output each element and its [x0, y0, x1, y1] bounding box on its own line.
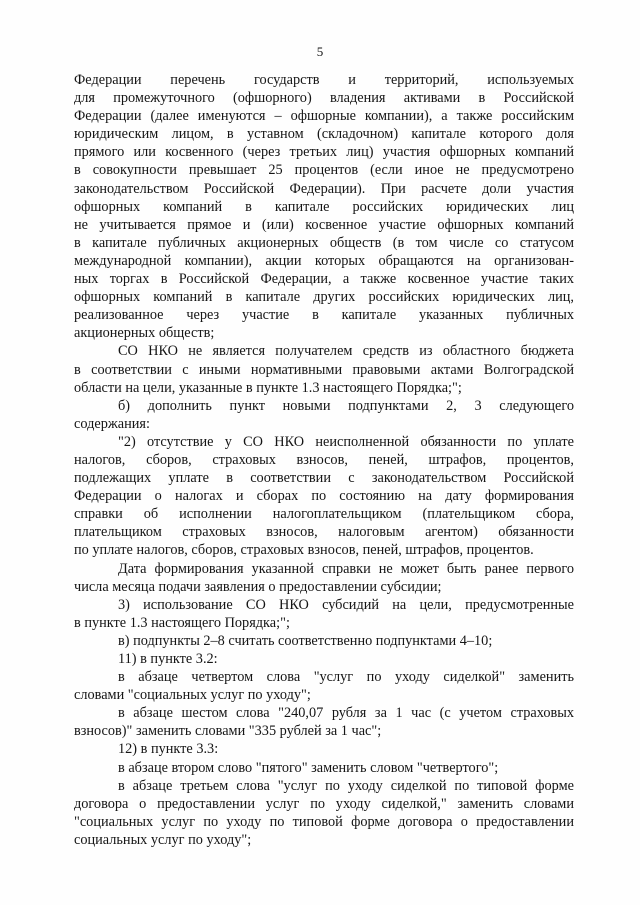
text-line: в абзаце втором слово "пятого" заменить словом "четвертого"; [118, 759, 499, 776]
paragraph-item-v [74, 632, 574, 650]
text-line: 3) использование СО НКО субсидий на цели, предусмотренные [118, 596, 574, 613]
text-line: в пункте 1.3 настоящего Порядка;"; [74, 614, 290, 631]
text-line: налогов, сборов, страховых взносов, пеней, штрафов, процентов, [74, 451, 574, 468]
text-line: в совокупности превышает 25 процентов (если иное не предусмотрено [74, 162, 574, 179]
paragraph-item-12 [74, 740, 574, 758]
text-line: 11) в пункте 3.2: [118, 651, 218, 667]
paragraph-offshore [74, 71, 574, 342]
text-line: плательщиком страховых взносов, налоговым агентом) обязанности [74, 524, 574, 541]
text-line: социальных услуг по уходу"; [74, 831, 252, 848]
text-line: "социальных услуг по уходу по типовой форме договора о предоставлении [74, 813, 574, 830]
text-line: международной компании), акции которых обращаются на организован- [74, 252, 574, 269]
text-line: Федерации (далее именуются – офшорные компании), а также российским [74, 108, 574, 125]
text-line: по уплате налогов, сборов, страховых взносов, пеней, штрафов, процентов. [74, 542, 534, 559]
text-line: "2) отсутствие у СО НКО неисполненной обязанности по уплате [118, 433, 574, 450]
paragraph-abzac-6 [74, 704, 574, 740]
text-line: Федерации перечень государств и территорий, используемых [74, 72, 574, 88]
text-line: подлежащих уплате в соответствии с законодательством Российской [74, 470, 574, 487]
paragraph-abzac-4 [74, 668, 574, 704]
text-line: Дата формирования указанной справки не может быть ранее первого [118, 560, 574, 577]
text-line: в капитале публичных акционерных обществ (в том числе со статусом [74, 234, 574, 251]
text-line: прямого или косвенного (через третьих лиц) участия офшорных компаний [74, 144, 574, 161]
text-line: СО НКО не является получателем средств из областного бюджета [118, 343, 574, 360]
text-line: в соответствии с иными нормативными правовыми актами Волгоградской [74, 361, 574, 378]
text-line: взносов)" заменить словами "335 рублей за 1 час"; [74, 723, 382, 740]
text-line: юридическим лицом, в уставном (складочном) капитале которого доля [74, 126, 574, 143]
text-line: в абзаце третьем слова "услуг по уходу сиделкой по типовой форме [118, 777, 574, 794]
text-line: Федерации о налогах и сборах по состоянию на дату формирования [74, 488, 574, 505]
text-line: числа месяца подачи заявления о предоставлении субсидии; [74, 578, 442, 595]
text-line: акционерных обществ; [74, 325, 215, 342]
paragraph-subitem-3 [74, 596, 574, 632]
text-line: для промежуточного (офшорного) владения активами в Российской [74, 90, 574, 107]
text-line: не учитывается прямое и (или) косвенное участие офшорных компаний [74, 216, 574, 233]
document-body [74, 71, 574, 849]
text-line: словами "социальных услуг по уходу"; [74, 687, 311, 704]
text-line: реализованное через участие в капитале указанных публичных [74, 307, 574, 324]
text-line: 12) в пункте 3.3: [118, 741, 219, 758]
page-number: 5 [316, 44, 324, 59]
text-line: офшорных компаний в капитале российских юридических лиц [74, 198, 574, 215]
text-line: в) подпункты 2–8 считать соответственно подпунктами 4–10; [118, 632, 493, 649]
text-line: в абзаце четвертом слова "услуг по уходу сиделкой" заменить [118, 669, 574, 686]
text-line: справки об исполнении налогоплательщиком (плательщиком сбора, [74, 506, 574, 523]
text-line: содержания: [74, 415, 150, 432]
text-line: области на цели, указанные в пункте 1.3 настоящего Порядка;"; [74, 379, 462, 396]
paragraph-sonko-not-recipient [74, 342, 574, 396]
text-line: в абзаце шестом слова "240,07 рубля за 1 час (с учетом страховых [118, 705, 574, 722]
paragraph-abzac-3 [74, 777, 574, 849]
paragraph-item-b [74, 397, 574, 433]
text-line: законодательством Российской Федерации). При расчете доли участия [74, 180, 574, 197]
paragraph-subitem-2 [74, 433, 574, 560]
text-line: б) дополнить пункт новыми подпунктами 2, 3 следующего [118, 397, 574, 414]
text-line: ных торгах в Российской Федерации, а также косвенное участие таких [74, 271, 574, 288]
text-line: договора о предоставлении услуг по уходу сиделкой," заменить словами [74, 795, 574, 812]
paragraph-abzac-2 [74, 759, 574, 777]
paragraph-certificate-date [74, 560, 574, 596]
text-line: офшорных компаний в капитале других российских юридических лиц, [74, 289, 574, 306]
paragraph-item-11 [74, 650, 574, 668]
